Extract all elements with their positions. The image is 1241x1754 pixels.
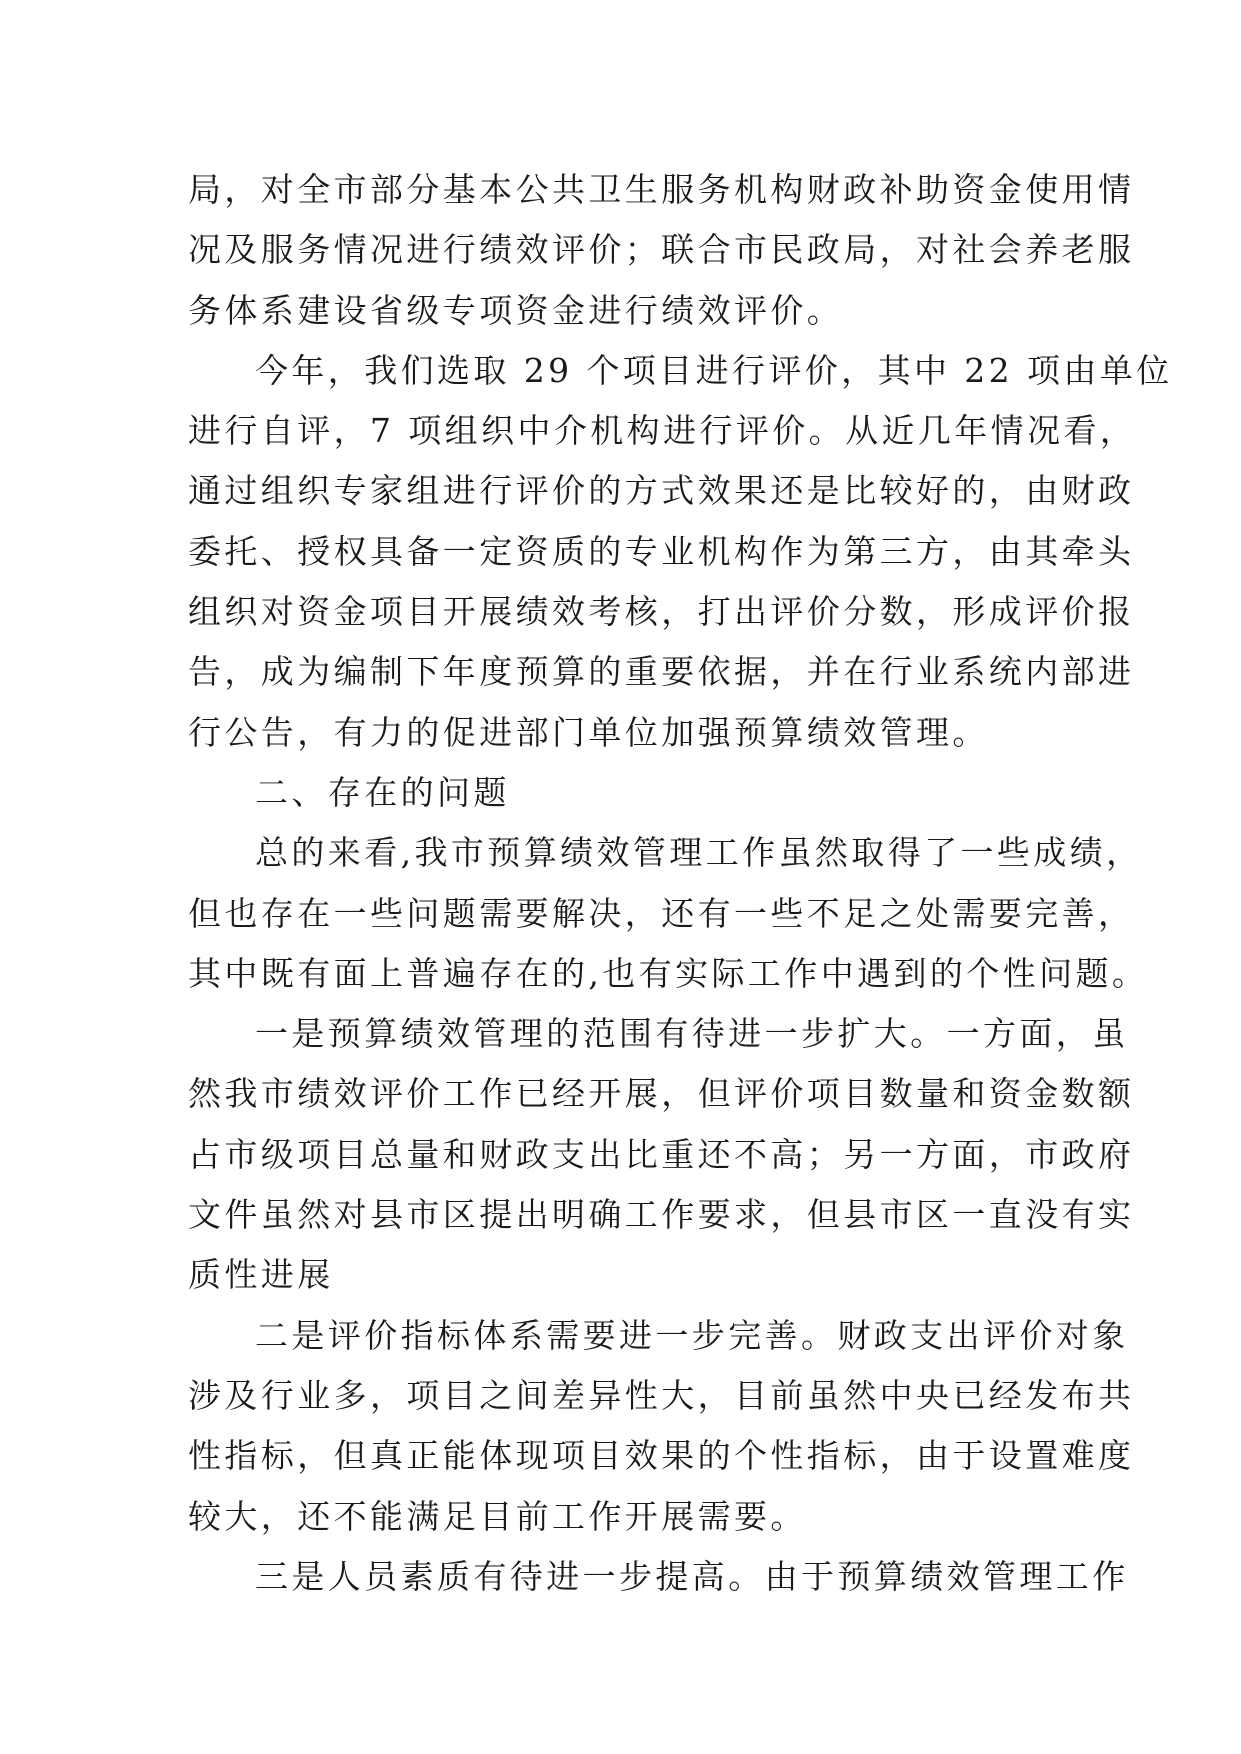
text-line: 二是评价指标体系需要进一步完善。财政支出评价对象	[255, 1315, 1129, 1355]
text-line: 三是人员素质有待进一步提高。由于预算绩效管理工作	[255, 1556, 1129, 1596]
text-line: 况及服务情况进行绩效评价；联合市民政局，对社会养老服	[188, 230, 1135, 270]
text-line: 较大，还不能满足目前工作开展需要。	[188, 1496, 807, 1536]
text-line: 告，成为编制下年度预算的重要依据，并在行业系统内部进	[188, 652, 1135, 692]
text-line: 文件虽然对县市区提出明确工作要求，但县市区一直没有实	[188, 1195, 1135, 1235]
text-line: 然我市绩效评价工作已经开展，但评价项目数量和资金数额	[188, 1074, 1135, 1114]
document-body	[188, 160, 1173, 1607]
text-line: 但也存在一些问题需要解决，还有一些不足之处需要完善，	[188, 893, 1135, 933]
text-line: 今年，我们选取 29 个项目进行评价，其中 22 项由单位	[255, 350, 1173, 390]
text-line: 涉及行业多，项目之间差异性大，目前虽然中央已经发布共	[188, 1375, 1135, 1415]
text-line: 总的来看,我市预算绩效管理工作虽然取得了一些成绩，	[255, 833, 1143, 873]
text-line: 通过组织专家组进行评价的方式效果还是比较好的，由财政	[188, 471, 1135, 511]
text-line: 委托、授权具备一定资质的专业机构作为第三方，由其牵头	[188, 531, 1135, 571]
text-line: 占市级项目总量和财政支出比重还不高；另一方面，市政府	[188, 1134, 1135, 1174]
text-line: 进行自评，7 项组织中介机构进行评价。从近几年情况看，	[188, 411, 1137, 451]
text-line: 局，对全市部分基本公共卫生服务机构财政补助资金使用情	[188, 170, 1135, 209]
text-line: 其中既有面上普遍存在的,也有实际工作中遇到的个性问题。	[188, 953, 1149, 993]
text-line: 务体系建设省级专项资金进行绩效评价。	[188, 290, 844, 330]
text-line: 性指标，但真正能体现项目效果的个性指标，由于设置难度	[188, 1436, 1135, 1476]
text-line: 一是预算绩效管理的范围有待进一步扩大。一方面，虽	[255, 1014, 1129, 1054]
text-line: 行公告，有力的促进部门单位加强预算绩效管理。	[188, 712, 989, 752]
text-line: 质性进展	[188, 1255, 334, 1295]
text-line: 组织对资金项目开展绩效考核，打出评价分数，形成评价报	[188, 592, 1135, 632]
text-line: 二、存在的问题	[255, 772, 510, 812]
